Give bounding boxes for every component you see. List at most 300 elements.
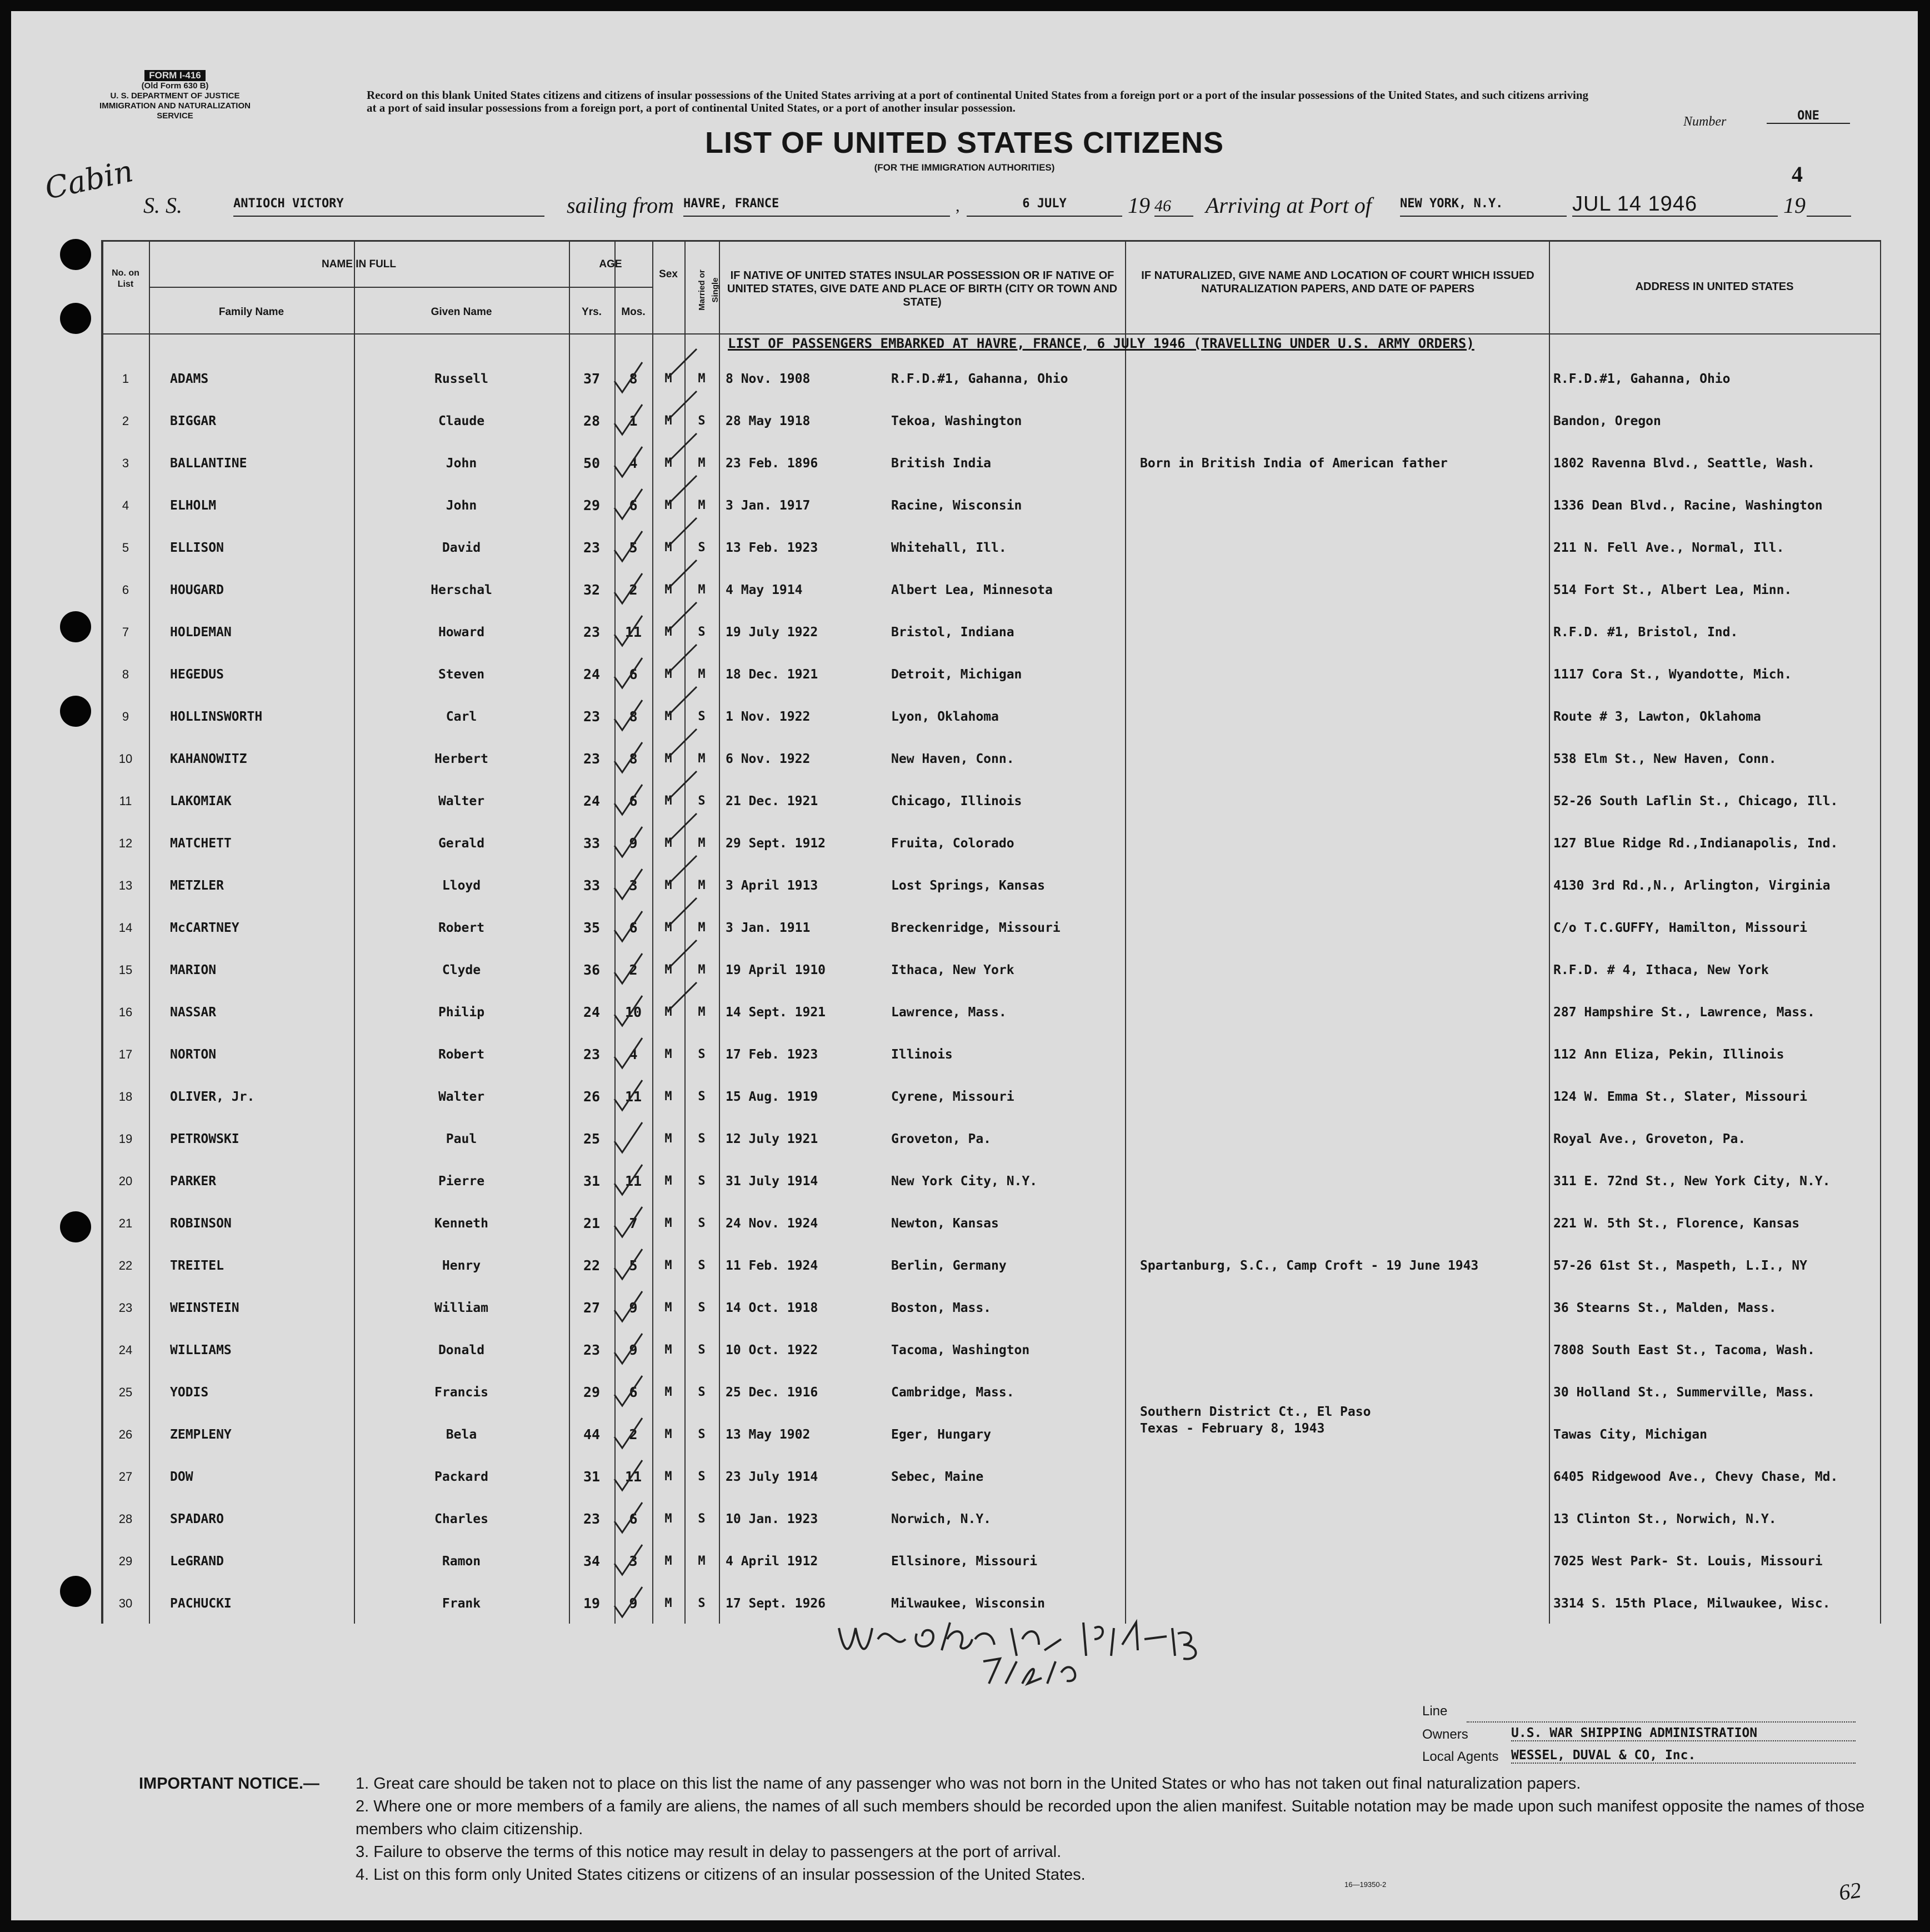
sex: M — [664, 1343, 672, 1357]
birth-date: 23 July 1914 — [726, 1470, 818, 1484]
birth-place: Berlin, Germany — [891, 1259, 1007, 1273]
row-number: 24 — [118, 1343, 133, 1357]
check-mark — [609, 1247, 648, 1286]
marital-status: S — [698, 1047, 706, 1061]
check-mark — [609, 656, 648, 695]
family-name: HEGEDUS — [170, 667, 224, 682]
age-years: 28 — [583, 413, 601, 429]
given-name: John — [446, 456, 477, 471]
arrival-date-stamp: JUL 14 1946 — [1572, 192, 1778, 217]
check-mark — [609, 1205, 648, 1244]
age-months: 6 — [629, 1511, 638, 1527]
family-name: OLIVER, Jr. — [170, 1090, 255, 1104]
line-value — [1467, 1707, 1856, 1723]
birth-place: Cyrene, Missouri — [891, 1090, 1014, 1104]
age-years: 37 — [583, 371, 601, 387]
sailing-year: 46 — [1154, 197, 1193, 217]
row-number: 7 — [122, 625, 129, 639]
col-no-header: No. on List — [112, 268, 139, 289]
family-name: MARION — [170, 963, 217, 977]
col-mos-header: Mos. — [621, 306, 646, 318]
row-number: 14 — [118, 921, 133, 935]
family-name: NASSAR — [170, 1005, 217, 1020]
birth-place: Sebec, Maine — [891, 1470, 984, 1484]
row-number: 6 — [122, 583, 129, 597]
sex: M — [664, 414, 672, 428]
birth-place: Lyon, Oklahoma — [891, 710, 999, 724]
col-married-header: Married or Single — [697, 269, 720, 311]
row-number: 16 — [118, 1005, 133, 1019]
birth-date: 13 May 1902 — [726, 1427, 811, 1442]
given-name: Charles — [434, 1512, 488, 1526]
birth-place: Racine, Wisconsin — [891, 498, 1022, 513]
rule — [614, 287, 653, 288]
sex: M — [664, 921, 672, 935]
marital-status: S — [698, 1090, 706, 1104]
address: 3314 S. 15th Place, Milwaukee, Wisc. — [1553, 1596, 1831, 1611]
birth-date: 25 Dec. 1916 — [726, 1385, 818, 1400]
marital-status: M — [698, 963, 706, 977]
birth-place: Illinois — [891, 1047, 953, 1062]
birth-place: Tekoa, Washington — [891, 414, 1022, 428]
birth-place: Tacoma, Washington — [891, 1343, 1030, 1357]
row-number: 22 — [118, 1259, 133, 1272]
age-months: 9 — [629, 835, 638, 851]
address: 30 Holland St., Summerville, Mass. — [1553, 1385, 1815, 1400]
age-months: 6 — [629, 497, 638, 513]
check-mark — [663, 893, 702, 932]
birth-place: Chicago, Illinois — [891, 794, 1022, 808]
sex: M — [664, 667, 672, 681]
row-number: 1 — [122, 372, 129, 386]
check-mark — [609, 402, 648, 441]
age-years: 34 — [583, 1553, 601, 1569]
age-months: 9 — [629, 1342, 638, 1358]
address: C/o T.C.GUFFY, Hamilton, Missouri — [1553, 921, 1807, 935]
given-name: Walter — [438, 1090, 485, 1104]
notice-item-2: 2. Where one or more members of a family are aliens, the names of all such members should be recorded upon the alien manifest. Suitable notation may be made upon such manifest opposite the names of those members who claim citizenship. — [356, 1798, 1865, 1838]
address: 1117 Cora St., Wyandotte, Mich. — [1553, 667, 1792, 682]
agents-value: WESSEL, DUVAL & CO, Inc. — [1511, 1748, 1856, 1764]
address: 36 Stearns St., Malden, Mass. — [1553, 1301, 1777, 1315]
age-years: 23 — [583, 540, 601, 556]
birth-date: 19 April 1910 — [726, 963, 826, 977]
check-mark — [663, 387, 702, 426]
table-row — [102, 1329, 1880, 1371]
marital-status: S — [698, 625, 706, 639]
table-row — [102, 865, 1880, 907]
marital-status: S — [698, 1301, 706, 1315]
check-mark — [609, 1416, 648, 1455]
row-number: 11 — [119, 794, 132, 808]
check-mark — [663, 725, 702, 763]
family-name: HOLLINSWORTH — [170, 710, 263, 724]
birth-place: New Haven, Conn. — [891, 752, 1014, 766]
birth-date: 17 Feb. 1923 — [726, 1047, 818, 1062]
given-name: Russell — [434, 372, 488, 386]
age-years: 19 — [583, 1595, 601, 1611]
age-years: 23 — [583, 751, 601, 767]
family-name: LeGRAND — [170, 1554, 224, 1569]
given-name: Claude — [438, 414, 485, 428]
age-years: 23 — [583, 624, 601, 640]
given-name: Francis — [434, 1385, 488, 1400]
marital-status: S — [698, 1259, 706, 1272]
age-years: 32 — [583, 582, 601, 598]
check-mark — [609, 1458, 648, 1497]
row-number: 23 — [118, 1301, 133, 1315]
birth-place: R.F.D.#1, Gahanna, Ohio — [891, 372, 1068, 386]
arrival-port: NEW YORK, N.Y. — [1400, 197, 1567, 217]
address: 311 E. 72nd St., New York City, N.Y. — [1553, 1174, 1831, 1189]
address: R.F.D.#1, Gahanna, Ohio — [1553, 372, 1731, 386]
birth-date: 19 July 1922 — [726, 625, 818, 640]
age-months: 2 — [629, 1426, 638, 1442]
table-row — [102, 991, 1880, 1034]
sex: M — [664, 498, 672, 512]
age-months: 1 — [629, 413, 638, 429]
age-years: 23 — [583, 1342, 601, 1358]
marital-status: S — [698, 1470, 706, 1484]
family-name: TREITEL — [170, 1259, 224, 1273]
arriving-label: Arriving at Port of — [1206, 193, 1372, 218]
given-name: Bela — [446, 1427, 477, 1442]
marital-status: S — [698, 1343, 706, 1357]
birth-date: 23 Feb. 1896 — [726, 456, 818, 471]
age-months: 6 — [629, 1384, 638, 1400]
given-name: David — [442, 541, 481, 555]
col-name-header: NAME IN FULL — [321, 258, 397, 270]
sex: M — [664, 1301, 672, 1315]
age-years: 27 — [583, 1300, 601, 1316]
birth-date: 14 Sept. 1921 — [726, 1005, 826, 1020]
address: 7808 South East St., Tacoma, Wash. — [1553, 1343, 1815, 1357]
check-mark — [609, 1500, 648, 1539]
check-mark — [609, 1585, 648, 1624]
table-row — [102, 1202, 1880, 1245]
address: 1336 Dean Blvd., Racine, Washington — [1553, 498, 1823, 513]
check-mark — [609, 487, 648, 526]
address: 211 N. Fell Ave., Normal, Ill. — [1553, 541, 1784, 555]
table-row — [102, 653, 1880, 696]
col-yrs-header: Yrs. — [582, 306, 602, 318]
address: 112 Ann Eliza, Pekin, Illinois — [1553, 1047, 1784, 1062]
row-number: 4 — [122, 498, 129, 512]
given-name: Herbert — [434, 752, 488, 766]
table-row — [102, 1118, 1880, 1160]
sex: M — [664, 1005, 672, 1019]
row-number: 2 — [122, 414, 129, 428]
row-number: 17 — [118, 1047, 133, 1061]
sex: M — [664, 1385, 672, 1399]
notice-item-3: 3. Failure to observe the terms of this notice may result in delay to passengers at the port of arrival. — [356, 1843, 1062, 1861]
family-name: METZLER — [170, 878, 224, 893]
check-mark — [609, 529, 648, 568]
address: 52-26 South Laflin St., Chicago, Ill. — [1553, 794, 1838, 808]
sex: M — [664, 963, 672, 977]
table-row — [102, 611, 1880, 653]
given-name: Carl — [446, 710, 477, 724]
age-years: 36 — [583, 962, 601, 978]
given-name: Paul — [446, 1132, 477, 1146]
birth-place: Milwaukee, Wisconsin — [891, 1596, 1045, 1611]
check-mark — [609, 1542, 648, 1581]
birth-place: Cambridge, Mass. — [891, 1385, 1014, 1400]
marital-status: S — [698, 1132, 706, 1146]
sex: M — [664, 1047, 672, 1061]
row-number: 8 — [122, 667, 129, 681]
table-row — [102, 696, 1880, 738]
age-months: 4 — [629, 455, 638, 471]
birth-date: 6 Nov. 1922 — [726, 752, 811, 766]
birth-place: Bristol, Indiana — [891, 625, 1014, 640]
sex: M — [664, 456, 672, 470]
page-title: LIST OF UNITED STATES CITIZENS — [705, 126, 1224, 159]
check-mark — [663, 978, 702, 1017]
age-years: 29 — [583, 497, 601, 513]
marital-status: M — [698, 836, 706, 850]
marital-status: M — [698, 921, 706, 935]
family-name: LAKOMIAK — [170, 794, 232, 808]
marital-status: S — [698, 1427, 706, 1441]
table-row — [102, 1540, 1880, 1582]
sex: M — [664, 1259, 672, 1272]
age-months: 9 — [629, 1595, 638, 1611]
row-number: 3 — [122, 456, 129, 470]
birth-place: Ithaca, New York — [891, 963, 1014, 977]
check-mark — [663, 767, 702, 806]
birth-place: Ellsinore, Missouri — [891, 1554, 1038, 1569]
check-mark — [663, 556, 702, 595]
check-mark — [609, 909, 648, 948]
address: 4130 3rd Rd.,N., Arlington, Virginia — [1553, 878, 1831, 893]
address: 514 Fort St., Albert Lea, Minn. — [1553, 583, 1792, 597]
ss-label: S. S. — [143, 193, 182, 218]
col-naturalized-header: IF NATURALIZED, GIVE NAME AND LOCATION OF COURT WHICH ISSUED NATURALIZATION PAPERS, AND DATE OF PAPERS — [1141, 269, 1534, 295]
birth-date: 13 Feb. 1923 — [726, 541, 818, 555]
form-number: FORM I-416 — [144, 70, 206, 81]
age-months: 7 — [629, 1215, 638, 1231]
birth-place: Fruita, Colorado — [891, 836, 1014, 851]
check-mark — [663, 513, 702, 552]
table-row — [102, 780, 1880, 822]
sailing-from-port: HAVRE, FRANCE — [683, 197, 950, 217]
check-mark — [609, 1078, 648, 1117]
table-row — [102, 1076, 1880, 1118]
birth-date: 3 April 1913 — [726, 878, 818, 893]
naturalization: Southern District Ct., El Paso Texas - February 8, 1943 — [1140, 1405, 1371, 1436]
voyage-line — [143, 192, 182, 218]
address: 221 W. 5th St., Florence, Kansas — [1553, 1216, 1800, 1231]
marital-status: S — [698, 541, 706, 555]
age-years: 24 — [583, 666, 601, 682]
birth-date: 4 May 1914 — [726, 583, 803, 597]
marital-status: M — [698, 1005, 706, 1019]
age-months: 9 — [629, 1300, 638, 1316]
notice-item-1: 1. Great care should be taken not to place on this list the name of any passenger who was not born in the United States or who has not taken out final naturalization papers. — [356, 1775, 1581, 1793]
birth-date: 29 Sept. 1912 — [726, 836, 826, 851]
table-row — [102, 1371, 1880, 1414]
given-name: Philip — [438, 1005, 485, 1020]
agents-label: Local Agents — [1422, 1749, 1499, 1764]
given-name: Kenneth — [434, 1216, 488, 1231]
address: 287 Hampshire St., Lawrence, Mass. — [1553, 1005, 1815, 1020]
col-family-header: Family Name — [218, 306, 284, 318]
family-name: ROBINSON — [170, 1216, 232, 1231]
given-name: Frank — [442, 1596, 481, 1611]
marital-status: S — [698, 1596, 706, 1610]
form-identification — [89, 70, 261, 121]
check-mark — [609, 1162, 648, 1201]
sailing-date: 6 JULY — [967, 197, 1122, 217]
sex: M — [664, 1427, 672, 1441]
check-mark — [609, 1331, 648, 1370]
given-name: Pierre — [438, 1174, 485, 1189]
check-mark — [609, 867, 648, 906]
sex: M — [664, 625, 672, 639]
row-number: 19 — [118, 1132, 133, 1146]
sex: M — [664, 1090, 672, 1104]
row-number: 9 — [122, 710, 129, 723]
birth-date: 17 Sept. 1926 — [726, 1596, 826, 1611]
row-number: 10 — [118, 752, 133, 766]
birth-date: 10 Jan. 1923 — [726, 1512, 818, 1526]
sex: M — [664, 752, 672, 766]
important-notice — [139, 1773, 1872, 1886]
birth-date: 18 Dec. 1921 — [726, 667, 818, 682]
check-mark — [663, 429, 702, 468]
age-months: 2 — [629, 962, 638, 978]
notice-label: IMPORTANT NOTICE.— — [139, 1775, 319, 1793]
table-row — [102, 527, 1880, 569]
marital-status: S — [698, 1174, 706, 1188]
arrival-year-prefix: 19 — [1783, 193, 1806, 218]
passenger-table — [101, 240, 1881, 1624]
family-name: NORTON — [170, 1047, 217, 1062]
ship-name: ANTIOCH VICTORY — [233, 197, 544, 217]
age-years: 23 — [583, 1046, 601, 1062]
family-name: McCARTNEY — [170, 921, 239, 935]
line-label: Line — [1422, 1704, 1448, 1719]
address: 6405 Ridgewood Ave., Chevy Chase, Md. — [1553, 1470, 1838, 1484]
service-name: IMMIGRATION AND NATURALIZATION SERVICE — [99, 101, 251, 121]
marital-status: M — [698, 878, 706, 892]
row-number: 13 — [118, 878, 133, 892]
age-months: 11 — [624, 1469, 642, 1485]
row-number: 21 — [118, 1216, 133, 1230]
row-number: 5 — [122, 541, 129, 555]
birth-place: Albert Lea, Minnesota — [891, 583, 1053, 597]
punch-hole — [60, 1576, 91, 1607]
family-name: YODIS — [170, 1385, 209, 1400]
sex: M — [664, 1174, 672, 1188]
department-name: U. S. DEPARTMENT OF JUSTICE — [110, 91, 240, 101]
birth-date: 10 Oct. 1922 — [726, 1343, 818, 1357]
sex: M — [664, 372, 672, 386]
check-mark — [609, 951, 648, 990]
family-name: ZEMPLENY — [170, 1427, 232, 1442]
table-row — [102, 949, 1880, 991]
marital-status: M — [698, 583, 706, 597]
table-row — [102, 1456, 1880, 1498]
address: 538 Elm St., New Haven, Conn. — [1553, 752, 1777, 766]
table-row — [102, 1034, 1880, 1076]
age-years: 44 — [583, 1426, 601, 1442]
age-years: 24 — [583, 793, 601, 809]
print-code: 16—19350-2 — [1344, 1880, 1387, 1889]
row-number: 25 — [118, 1385, 133, 1399]
age-months: 10 — [624, 1004, 642, 1020]
age-months: 11 — [624, 1173, 642, 1189]
check-mark — [609, 782, 648, 821]
marital-status: M — [698, 372, 706, 386]
family-name: PACHUCKI — [170, 1596, 232, 1611]
table-row — [102, 1405, 1880, 1456]
age-years: 21 — [583, 1215, 601, 1231]
given-name: Howard — [438, 625, 485, 640]
address: 124 W. Emma St., Slater, Missouri — [1553, 1090, 1807, 1104]
birth-place: Eger, Hungary — [891, 1427, 992, 1442]
check-mark — [609, 445, 648, 483]
birth-place: Boston, Mass. — [891, 1301, 992, 1315]
check-mark — [609, 698, 648, 737]
family-name: WILLIAMS — [170, 1343, 232, 1357]
age-years: 22 — [583, 1257, 601, 1274]
rule — [149, 287, 614, 288]
address: R.F.D. #1, Bristol, Ind. — [1553, 625, 1738, 640]
sex: M — [664, 1596, 672, 1610]
col-sex-header: Sex — [659, 268, 678, 280]
age-years: 33 — [583, 835, 601, 851]
given-name: Ramon — [442, 1554, 481, 1569]
birth-date: 28 May 1918 — [726, 414, 811, 428]
given-name: Henry — [442, 1259, 481, 1273]
age-years: 26 — [583, 1089, 601, 1105]
marital-status: S — [698, 1385, 706, 1399]
check-mark — [609, 1289, 648, 1328]
age-years: 31 — [583, 1469, 601, 1485]
family-name: HOUGARD — [170, 583, 224, 597]
family-name: ADAMS — [170, 372, 209, 386]
form-old-number: (Old Form 630 B) — [141, 81, 209, 91]
family-name: MATCHETT — [170, 836, 232, 851]
age-months: 8 — [629, 708, 638, 725]
check-mark — [663, 936, 702, 975]
sex: M — [664, 1512, 672, 1526]
check-mark — [609, 994, 648, 1032]
table-row — [102, 485, 1880, 527]
check-mark — [663, 471, 702, 510]
birth-place: Groveton, Pa. — [891, 1132, 992, 1146]
birth-place: Lost Springs, Kansas — [891, 878, 1045, 893]
birth-place: Breckenridge, Missouri — [891, 921, 1061, 935]
age-months: 5 — [629, 540, 638, 556]
birth-date: 11 Feb. 1924 — [726, 1259, 818, 1273]
manifest-sheet — [11, 11, 1918, 1920]
age-years: 23 — [583, 708, 601, 725]
marital-status: M — [698, 1554, 706, 1568]
sex: M — [664, 710, 672, 723]
age-months: 2 — [629, 582, 638, 598]
year-prefix: 19 — [1128, 193, 1150, 218]
family-name: KAHANOWITZ — [170, 752, 247, 766]
age-years: 23 — [583, 1511, 601, 1527]
sex: M — [664, 1132, 672, 1146]
birth-place: Whitehall, Ill. — [891, 541, 1007, 555]
family-name: ELLISON — [170, 541, 224, 555]
age-months: 3 — [629, 877, 638, 893]
age-months: 5 — [629, 1257, 638, 1274]
